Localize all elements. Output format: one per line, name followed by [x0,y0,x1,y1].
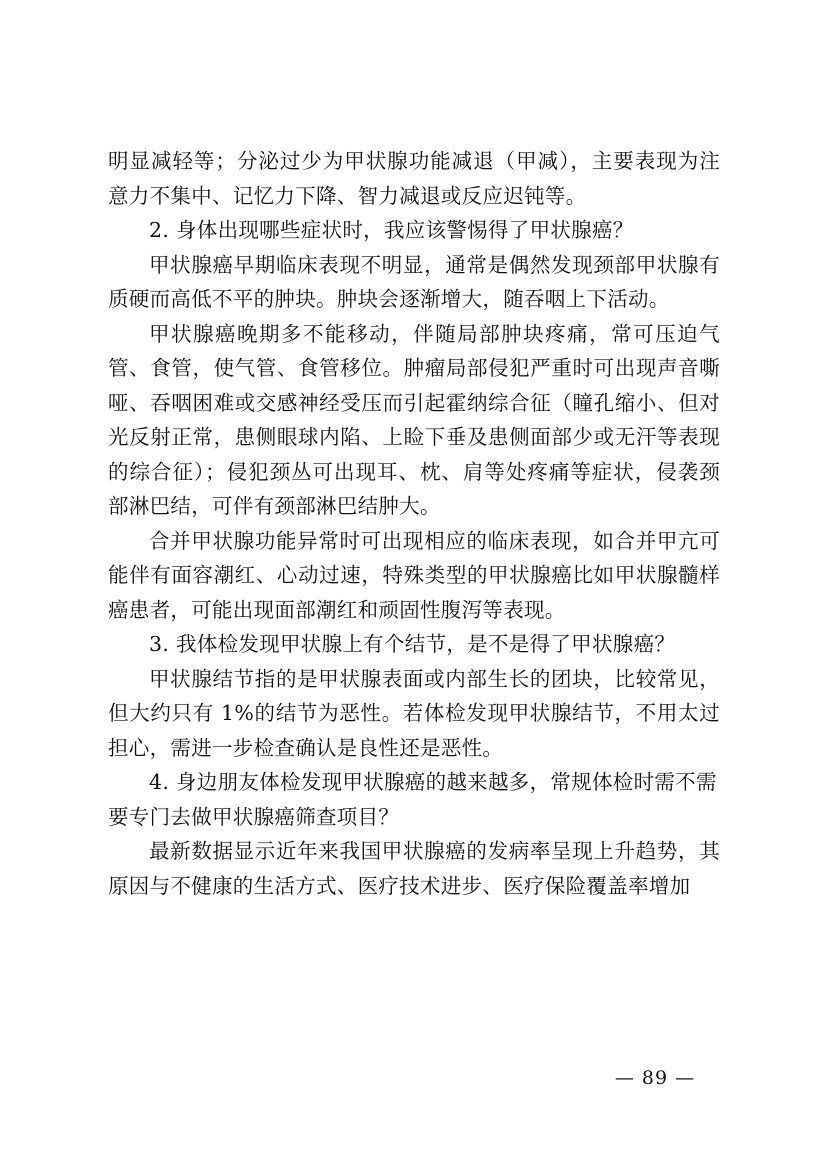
paragraph-thyroid-dysfunction: 合并甲状腺功能异常时可出现相应的临床表现，如合并甲亢可能伴有面容潮红、心动过速，特殊类型的甲状腺癌比如甲状腺髓样癌患者，可能出现面部潮红和顽固性腹泻等表现。 [108,528,720,622]
document-body [108,144,720,903]
paragraph-continuation: 明显减轻等；分泌过少为甲状腺功能减退（甲减），主要表现为注意力不集中、记忆力下降、智力减退或反应迟钝等。 [108,149,720,208]
question-heading-3: 3. 我体检发现甲状腺上有个结节，是不是得了甲状腺癌？ [149,632,676,656]
paragraph-incidence-trend: 最新数据显示近年来我国甲状腺癌的发病率呈现上升趋势，其原因与不健康的生活方式、医疗技术进步、医疗保险覆盖率增加 [108,839,720,898]
paragraph-thyroid-nodule: 甲状腺结节指的是甲状腺表面或内部生长的团块，比较常见，但大约只有 1%的结节为恶性。若体检发现甲状腺结节，不用太过担心，需进一步检查确认是良性还是恶性。 [108,666,720,760]
page-number: — 89 — [614,1067,696,1089]
question-heading-4: 4. 身边朋友体检发现甲状腺癌的越来越多，常规体检时需不需要专门去做甲状腺癌筛查项目？ [108,770,717,829]
question-heading-2: 2. 身体出现哪些症状时，我应该警惕得了甲状腺癌？ [149,218,634,242]
paragraph-late-symptoms: 甲状腺癌晚期多不能移动，伴随局部肿块疼痛，常可压迫气管、食管，使气管、食管移位。肿瘤局部侵犯严重时可出现声音嘶哑、吞咽困难或交感神经受压而引起霍纳综合征（瞳孔缩小、但对光反射正常，患侧眼球内陷、上睑下垂及患侧面部少或无汗等表现的综合征）；侵犯颈丛可出现耳、枕、肩等处疼痛等症状，侵袭颈部淋巴结，可伴有颈部淋巴结肿大。 [108,321,720,518]
paragraph-early-symptoms: 甲状腺癌早期临床表现不明显，通常是偶然发现颈部甲状腺有质硬而高低不平的肿块。肿块会逐渐增大，随吞咽上下活动。 [108,252,720,311]
